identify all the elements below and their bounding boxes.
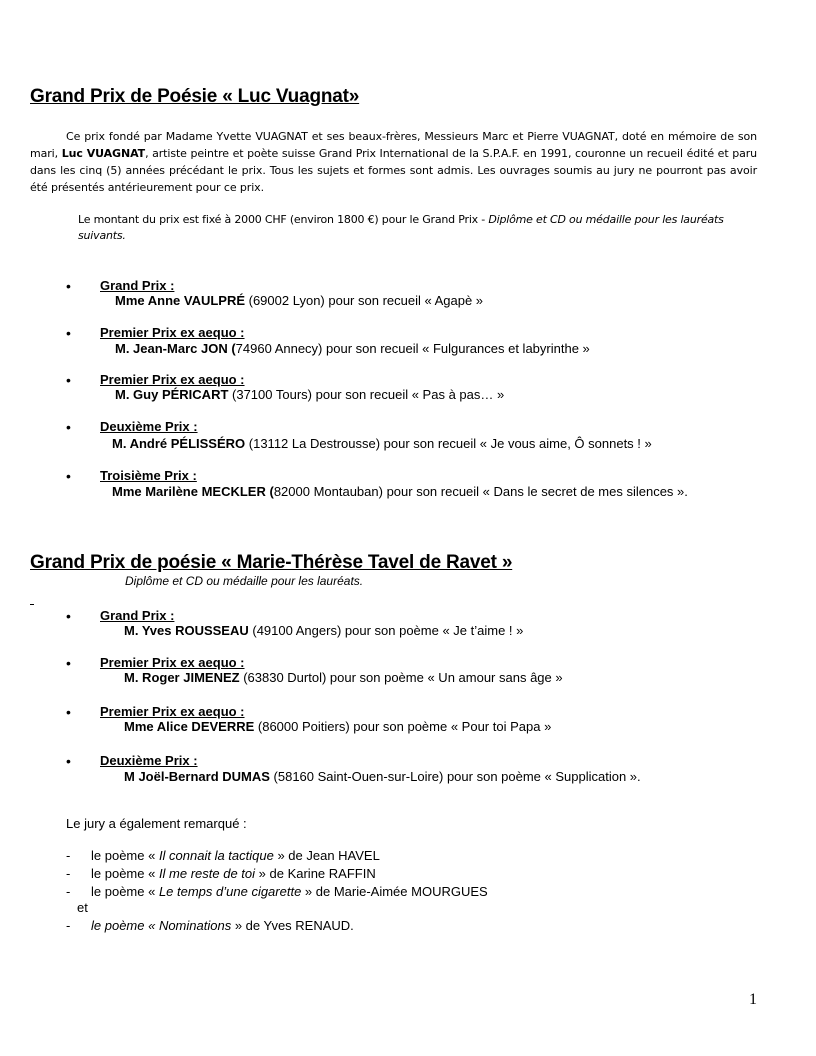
bullet-icon: • — [66, 753, 71, 769]
prize-label: Premier Prix ex aequo : — [100, 325, 245, 340]
winner-detail: (86000 Poitiers) pour son poème « Pour toi Papa » — [254, 719, 552, 734]
jury-item — [91, 884, 488, 899]
page-number: 1 — [749, 991, 757, 1008]
winner-detail: 74960 Annecy) pour son recueil « Fulgurances et labyrinthe » — [235, 341, 590, 356]
jury-item-pre: le poème « — [91, 866, 159, 881]
jury-item-post: » de Marie-Aimée MOURGUES — [301, 884, 488, 899]
section2-title: Grand Prix de poésie « Marie-Thérèse Tavel de Ravet » — [30, 552, 513, 573]
bullet-icon: • — [66, 704, 71, 720]
jury-item-pre: le poème « — [91, 848, 159, 863]
dash-icon: - — [66, 848, 71, 863]
dash-icon: - — [66, 918, 71, 933]
winner-detail: (37100 Tours) pour son recueil « Pas à pas… » — [228, 387, 505, 402]
intro-text-post: , artiste peintre et poète suisse Grand Prix International de la S.P.A.F. en 1991, couronne un recueil édité et paru dans les cinq (5) années précédant le prix. Tous les sujets et formes sont admis. Les ouvrages soumis au jury ne pourront pas avoir été présentés antérieurement pour ce prix. — [30, 147, 758, 194]
winner-detail: (49100 Angers) pour son poème « Je t’aime ! » — [248, 623, 524, 638]
bullet-icon: • — [66, 419, 71, 435]
bullet-icon: • — [66, 372, 71, 388]
jury-item — [91, 918, 354, 933]
winner-line — [115, 387, 504, 402]
intro-text-pre: Ce prix fondé par Madame Yvette VUAGNAT et ses beaux-frères, Messieurs Marc et Pierre VUAGNAT, doté en mémoire de son mari, — [30, 130, 757, 160]
jury-item-post: » de Jean HAVEL — [273, 848, 380, 863]
jury-connector: et — [77, 900, 88, 915]
prize-label: Grand Prix : — [100, 608, 175, 623]
jury-item-title: Le temps d’une cigarette — [158, 884, 302, 899]
intro-paragraph — [30, 128, 757, 196]
jury-item — [91, 866, 376, 881]
section1-title: Grand Prix de Poésie « Luc Vuagnat» — [30, 86, 360, 107]
jury-item-post: » de Yves RENAUD. — [231, 918, 354, 933]
prize-label: Grand Prix : — [100, 278, 175, 293]
winner-name: M Joël-Bernard DUMAS — [124, 769, 270, 784]
winner-line — [124, 769, 641, 784]
prize-label: Deuxième Prix : — [100, 419, 198, 434]
winner-line — [115, 341, 590, 356]
winner-name: Mme Anne VAULPRÉ — [115, 293, 246, 308]
winner-name: M. Jean-Marc JON ( — [115, 341, 236, 356]
winner-name: M. Guy PÉRICART — [115, 387, 229, 402]
jury-intro: Le jury a également remarqué : — [66, 816, 247, 831]
dash-icon: - — [66, 866, 71, 881]
prize-amount — [78, 212, 758, 244]
winner-line — [124, 719, 551, 734]
jury-item-pre: le poème « — [91, 884, 159, 899]
prize-label: Troisième Prix : — [100, 468, 197, 483]
winner-name: Mme Alice DEVERRE — [124, 719, 255, 734]
winner-line — [124, 670, 563, 685]
winner-name: M. André PÉLISSÉRO — [112, 436, 246, 451]
winner-detail: (13112 La Destrousse) pour son recueil « Je vous aime, Ô sonnets ! » — [245, 436, 652, 451]
prize-label: Premier Prix ex aequo : — [100, 372, 245, 387]
jury-item-post: » de Karine RAFFIN — [255, 866, 376, 881]
winner-detail: (58160 Saint-Ouen-sur-Loire) pour son poème « Supplication ». — [269, 769, 641, 784]
amount-text: Le montant du prix est fixé à 2000 CHF (environ 1800 €) pour le Grand Prix - — [78, 213, 489, 226]
jury-item-title: Il me reste de toi — [158, 866, 256, 881]
jury-item-pre: le poème « — [91, 918, 159, 933]
dash-icon: - — [66, 884, 71, 899]
bullet-icon: • — [66, 608, 71, 624]
bullet-icon: • — [66, 655, 71, 671]
winner-line — [115, 293, 483, 308]
amount-italic: Diplôme et CD ou médaille pour les lauréats suivants. — [78, 213, 724, 242]
underline-mark — [30, 596, 34, 605]
jury-item-title: Il connait la tactique — [158, 848, 274, 863]
bullet-icon: • — [66, 278, 71, 294]
prize-label: Deuxième Prix : — [100, 753, 198, 768]
winner-name: M. Roger JIMENEZ — [124, 670, 240, 685]
winner-detail: (63830 Durtol) pour son poème « Un amour sans âge » — [239, 670, 563, 685]
winner-name: M. Yves ROUSSEAU — [124, 623, 249, 638]
jury-item-title: Nominations — [158, 918, 232, 933]
winner-detail: (69002 Lyon) pour son recueil « Agapè » — [245, 293, 484, 308]
bullet-icon: • — [66, 325, 71, 341]
winner-name: Mme Marilène MECKLER ( — [112, 484, 274, 499]
winner-line — [124, 623, 523, 638]
intro-text-bold: Luc VUAGNAT — [61, 147, 146, 160]
prize-label: Premier Prix ex aequo : — [100, 655, 245, 670]
section2-subtitle: Diplôme et CD ou médaille pour les lauréats. — [125, 574, 364, 588]
winner-detail: 82000 Montauban) pour son recueil « Dans le secret de mes silences ». — [273, 484, 688, 499]
prize-label: Premier Prix ex aequo : — [100, 704, 245, 719]
winner-line — [112, 436, 652, 451]
jury-item — [91, 848, 380, 863]
winner-line — [112, 484, 688, 499]
bullet-icon: • — [66, 468, 71, 484]
